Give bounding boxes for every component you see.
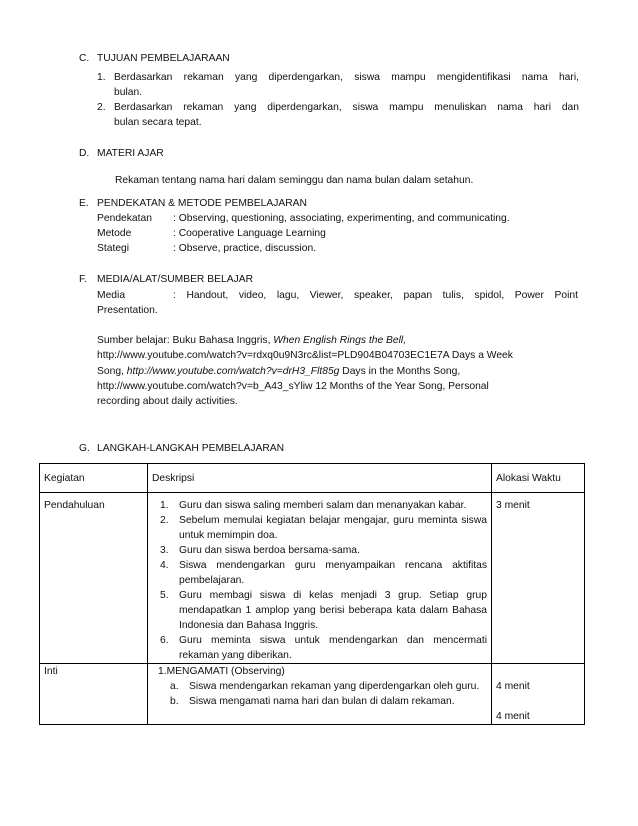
objective-2-line2: bulan secara tepat. xyxy=(114,117,202,128)
cell-kegiatan-pendahuluan: Pendahuluan xyxy=(40,493,148,664)
list-item: 1. Guru dan siswa saling memberi salam dan menanyakan kabar. xyxy=(160,500,467,511)
media-continuation: Presentation. xyxy=(97,305,158,316)
header-kegiatan: Kegiatan xyxy=(40,464,148,493)
table-row-inti xyxy=(40,664,585,725)
metode-value: : Cooperative Language Learning xyxy=(173,228,326,239)
waktu-inti-b: 4 menit xyxy=(496,711,530,722)
mengamati-heading: 1.MENGAMATI (Observing) xyxy=(158,666,285,677)
cell-deskripsi-inti xyxy=(148,664,492,725)
list-item: 4. Siswa mendengarkan guru menyampaikan rencana aktifitas pembelajaran. xyxy=(160,560,487,586)
sumber-line-2: http://www.youtube.com/watch?v=rdxq0u9N3rc&list=PLD904B04703EC1E7A Days a Week xyxy=(97,350,513,361)
header-alokasi-waktu: Alokasi Waktu xyxy=(492,464,585,493)
section-c-title: TUJUAN PEMBELAJARAAN xyxy=(97,53,230,64)
section-d-letter: D. xyxy=(79,148,90,159)
list-item: 3. Guru dan siswa berdoa bersama-sama. xyxy=(160,545,360,556)
section-e-letter: E. xyxy=(79,198,89,209)
pendekatan-value: : Observing, questioning, associating, experimenting, and communicating. xyxy=(173,213,510,224)
list-item: 5. Guru membagi siswa di kelas menjadi 3 grup. Setiap grup mendapatkan 1 amplop yang berisi beberapa kata dalam Bahasa Indonesia dan Bahasa Inggris. xyxy=(160,590,487,631)
header-deskripsi: Deskripsi xyxy=(148,464,492,493)
table-header-row xyxy=(40,464,585,493)
cell-waktu-pendahuluan: 3 menit xyxy=(492,493,585,664)
section-f-letter: F. xyxy=(79,274,88,285)
objective-1-line1: Berdasarkan rekaman yang diperdengarkan, siswa mampu mengidentifikasi nama hari, xyxy=(114,72,579,83)
section-g-title: LANGKAH-LANGKAH PEMBELAJARAN xyxy=(97,443,285,454)
sumber-line-4: http://www.youtube.com/watch?v=b_A43_sYliw 12 Months of the Year Song, Personal xyxy=(97,381,489,392)
list-item: a. Siswa mendengarkan rekaman yang diperdengarkan oleh guru. xyxy=(170,681,480,692)
objective-2-line1: Berdasarkan rekaman yang diperdengarkan, siswa mampu menuliskan nama hari dan xyxy=(114,102,579,113)
cell-kegiatan-inti: Inti xyxy=(40,664,148,725)
strategi-value: : Observe, practice, discussion. xyxy=(173,243,317,254)
section-e-title: PENDEKATAN & METODE PEMBELAJARAN xyxy=(97,198,307,209)
list-item: 6. Guru meminta siswa untuk mendengarkan dan mencermati rekaman yang diberikan. xyxy=(160,635,487,661)
section-f-title: MEDIA/ALAT/SUMBER BELAJAR xyxy=(97,274,254,285)
objective-2-number: 2. xyxy=(97,102,106,113)
strategi-label: Stategi xyxy=(97,243,130,254)
sumber-line-5: recording about daily activities. xyxy=(97,396,238,407)
inti-list xyxy=(162,679,487,709)
learning-steps-table xyxy=(39,463,585,725)
section-g-letter: G. xyxy=(79,443,90,454)
pendahuluan-list xyxy=(152,498,487,663)
section-d-title: MATERI AJAR xyxy=(97,148,164,159)
section-c-letter: C. xyxy=(79,53,90,64)
pendekatan-label: Pendekatan xyxy=(97,213,152,224)
metode-label: Metode xyxy=(97,228,132,239)
objective-1-number: 1. xyxy=(97,72,106,83)
sumber-line-3: Song, http://www.youtube.com/watch?v=drH3_Flt85g Days in the Months Song, xyxy=(97,366,461,377)
objective-1-line2: bulan. xyxy=(114,87,143,98)
cell-deskripsi-pendahuluan xyxy=(148,493,492,664)
sumber-line-1: Sumber belajar: Buku Bahasa Inggris, When English Rings the Bell, xyxy=(97,335,407,346)
media-value: : Handout, video, lagu, Viewer, speaker, papan tulis, spidol, Power Point xyxy=(173,290,578,301)
waktu-inti-a: 4 menit xyxy=(496,681,530,692)
cell-waktu-inti xyxy=(492,664,585,725)
media-label: Media xyxy=(97,290,126,301)
list-item: b. Siswa mengamati nama hari dan bulan di dalam rekaman. xyxy=(170,696,455,707)
list-item: 2. Sebelum memulai kegiatan belajar mengajar, guru meminta siswa untuk memimpin doa. xyxy=(160,515,487,541)
table-row-pendahuluan xyxy=(40,493,585,664)
materi-ajar-text: Rekaman tentang nama hari dalam seminggu dan nama bulan dalam setahun. xyxy=(115,175,474,186)
